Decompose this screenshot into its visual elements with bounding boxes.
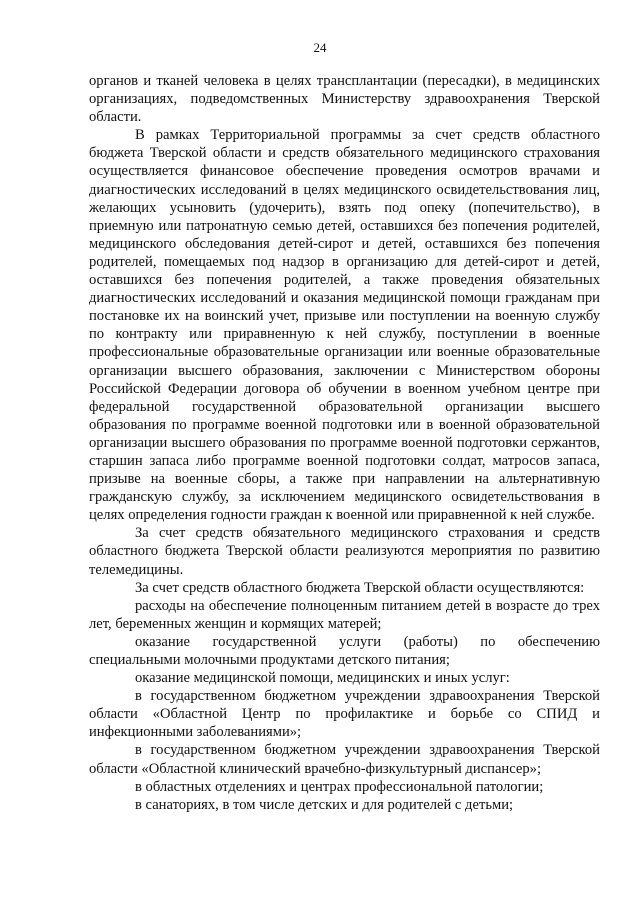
paragraph: органов и тканей человека в целях трансплантации (пересадки), в медицинских организациях, подведомственных Министерству здравоохранения Тверской области. bbox=[89, 73, 600, 126]
paragraph: в областных отделениях и центрах профессиональной патологии; bbox=[135, 778, 544, 795]
paragraph: В рамках Территориальной программы за счет средств областного бюджета Тверской области и средств обязательного медицинского страхования осуществляется финансовое обеспечение проведения осмотров врачами и диагностических исследований в целях медицинского освидетельствования лиц, желающих усыновить (удочерить), взять под опеку (попечительство), в приемную или патронатную семью детей, оставшихся без попечения родителей, медицинского обследования детей-сирот и детей, оставшихся без попечения родителей, помещаемых под надзор в организацию для детей-сирот и детей, оставшихся без попечения родителей, а также проведения обязательных диагностических исследований и оказания медицинской помощи гражданам при постановке их на воинский учет, призыве или поступлении на военную службу по контракту или приравненную к ней службу, поступлении в военные профессиональные образовательные организации или военные образовательные организации высшего образования, заключении с Министерством обороны Российской Федерации договора об обучении в военном учебном центре при федеральной государственной образовательной организации высшего образования по программе военной подготовки или в военной образовательной организации высшего образования по программе военной подготовки сержантов, старшин запаса либо программе военной подготовки солдат, матросов запаса, призыве на военные сборы, а также при направлении на альтернативную гражданскую службу, за исключением медицинского освидетельствования в целях определения годности граждан к военной или приравненной к ней службе. bbox=[89, 127, 600, 524]
paragraph: в санаториях, в том числе детских и для родителей с детьми; bbox=[135, 796, 514, 813]
paragraph: За счет средств областного бюджета Тверской области осуществляются: bbox=[135, 579, 585, 596]
paragraph: За счет средств обязательного медицинского страхования и средств областного бюджета Тверской области реализуются мероприятия по развитию телемедицины. bbox=[89, 525, 600, 578]
page-number: 24 bbox=[313, 40, 327, 55]
paragraph: расходы на обеспечение полноценным питанием детей в возрасте до трех лет, беременных женщин и кормящих матерей; bbox=[89, 597, 600, 632]
paragraph: в государственном бюджетном учреждении здравоохранения Тверской области «Областной Центр по профилактике и борьбе со СПИД и инфекционными заболеваниями»; bbox=[89, 688, 600, 741]
paragraph: в государственном бюджетном учреждении здравоохранения Тверской области «Областной клинический врачебно-физкультурный диспансер»; bbox=[89, 742, 600, 777]
document-body bbox=[89, 72, 600, 814]
paragraph: оказание государственной услуги (работы) по обеспечению специальными молочными продуктами детского питания; bbox=[89, 633, 600, 668]
paragraph: оказание медицинской помощи, медицинских и иных услуг: bbox=[135, 670, 510, 687]
